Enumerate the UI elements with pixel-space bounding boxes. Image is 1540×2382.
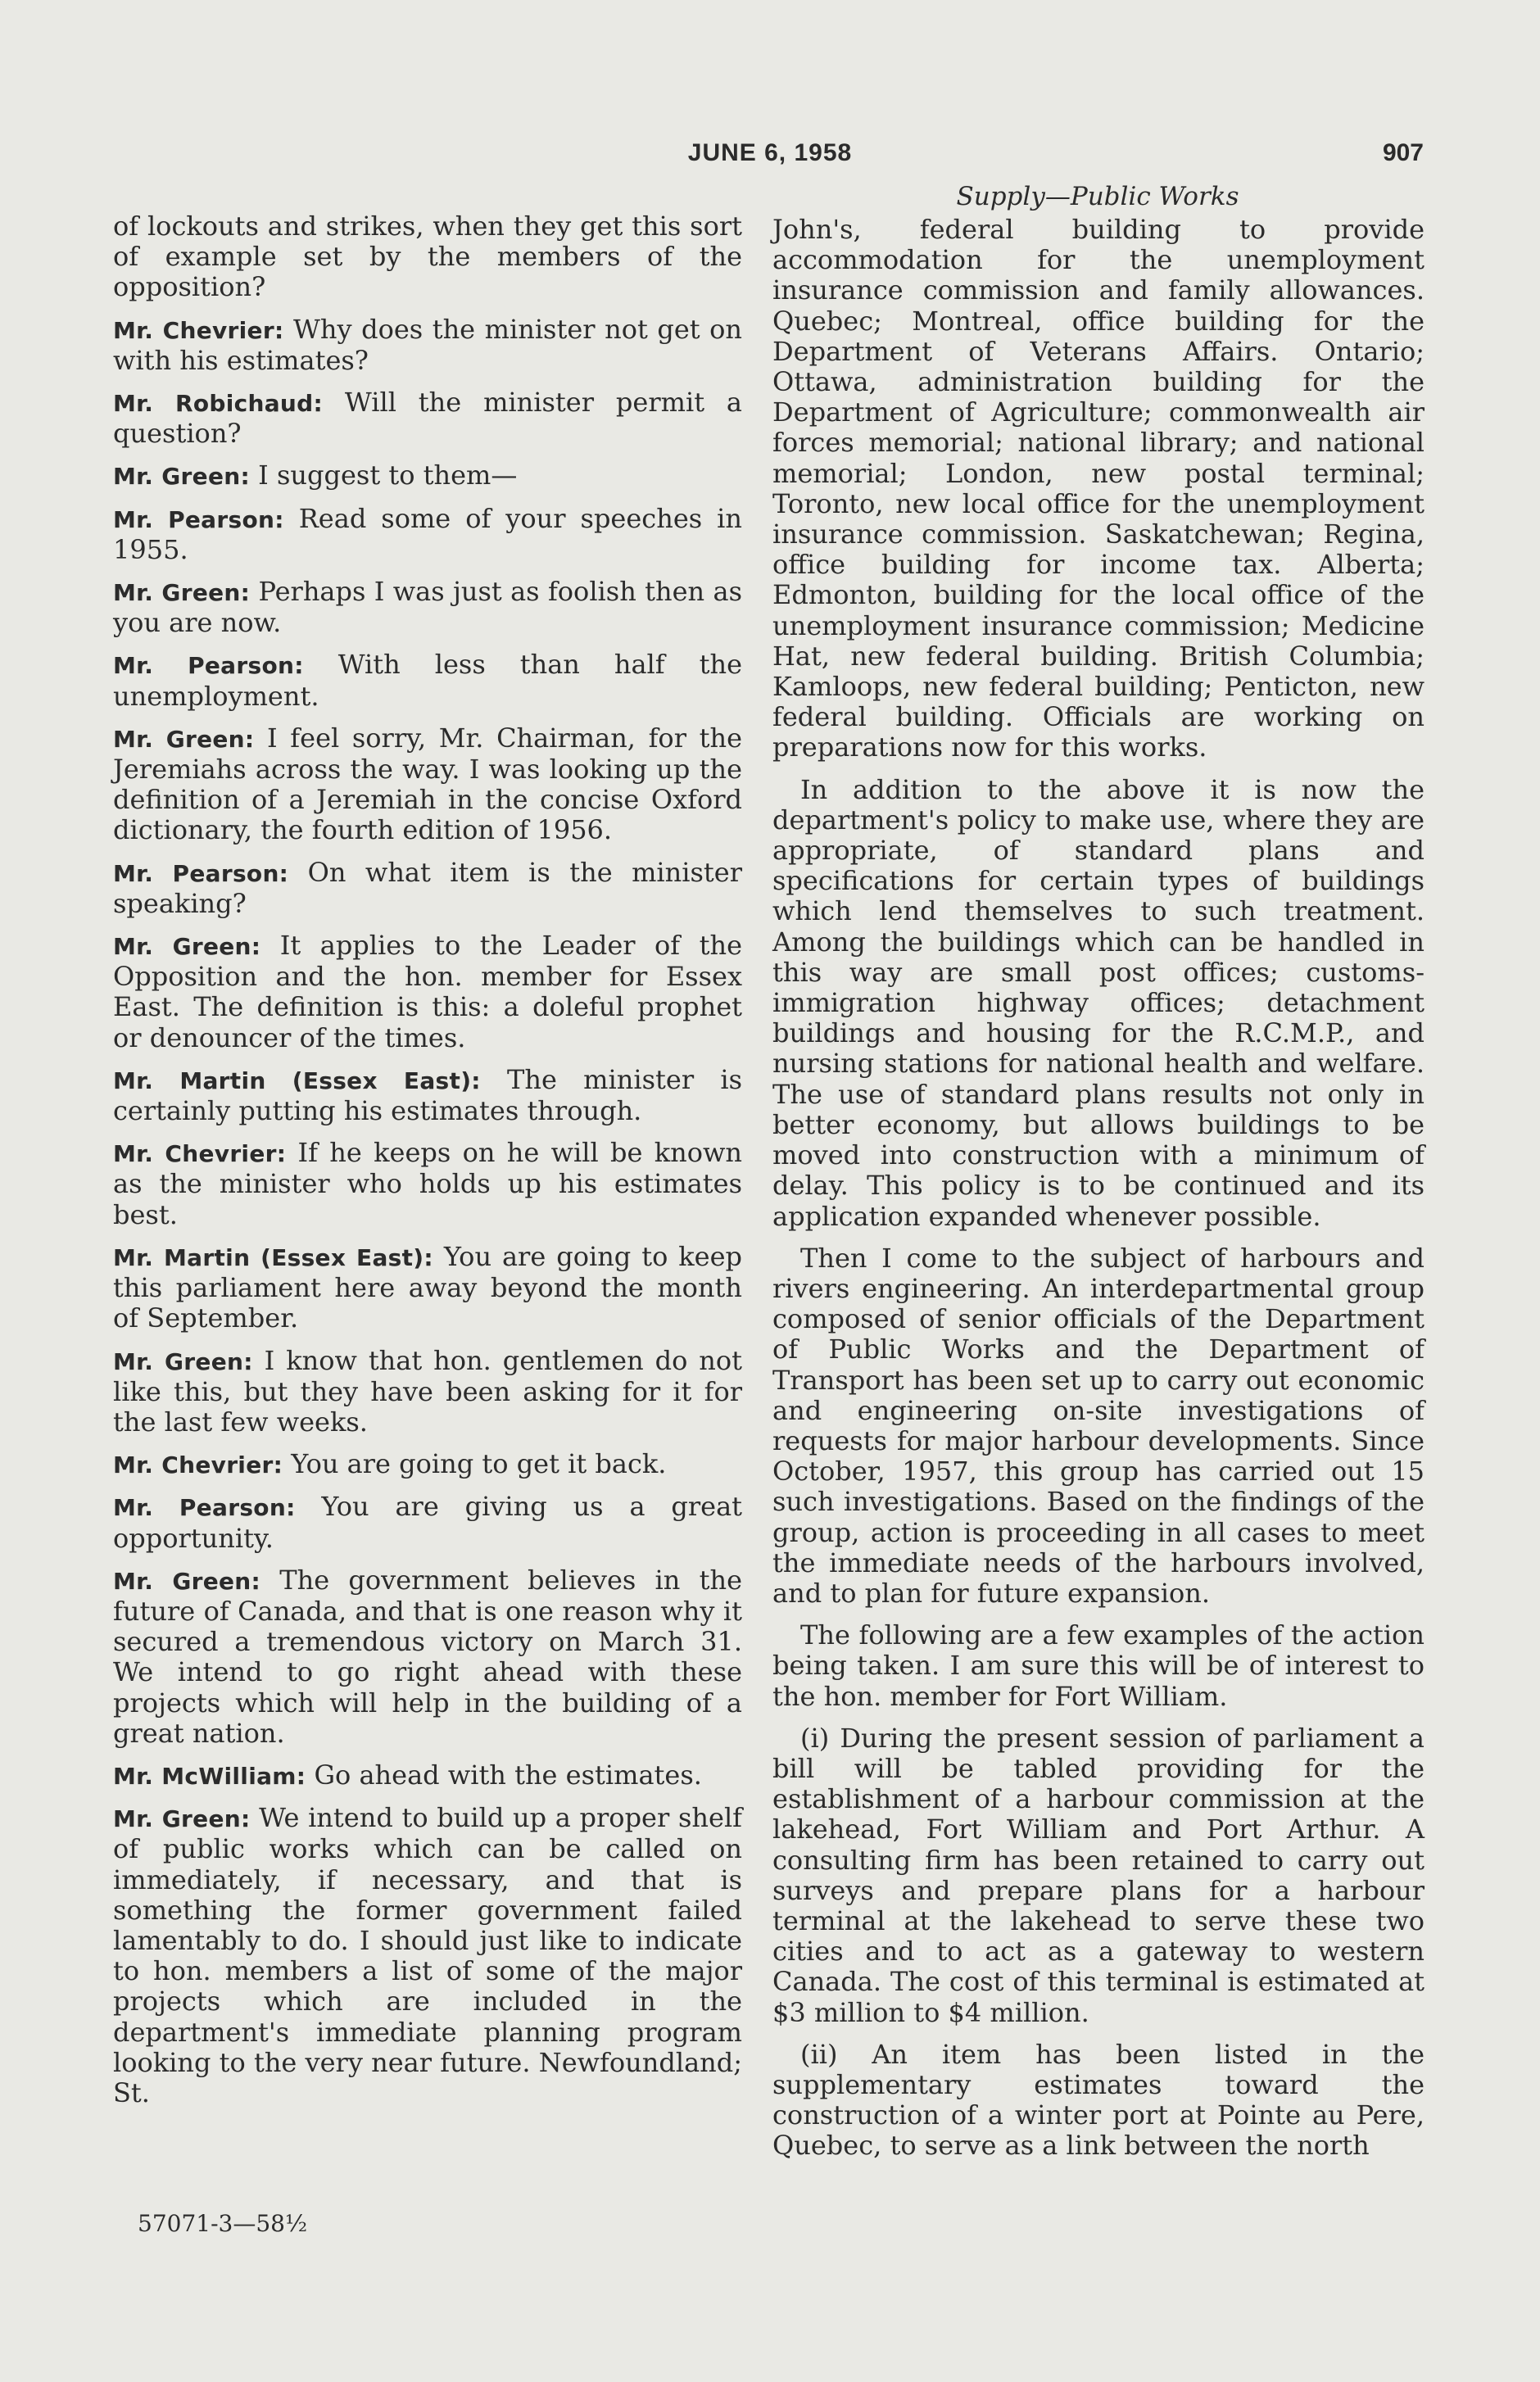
speech-paragraph — [113, 723, 742, 846]
right-column — [772, 215, 1424, 2173]
speaker-name: Mr. Martin (Essex East): — [113, 1243, 433, 1271]
speech-paragraph — [113, 650, 742, 711]
speech-text: Read some of your speeches in 1955. — [113, 502, 743, 565]
speaker-name: Mr. Chevrier: — [113, 316, 284, 344]
speech-text: The minister is certainly putting his estimates through. — [113, 1063, 742, 1127]
speech-paragraph — [113, 460, 742, 491]
speech-paragraph — [113, 315, 742, 376]
speaker-name: Mr. McWilliam: — [113, 1762, 306, 1790]
body-paragraph: John's, federal building to provide accommodation for the unemployment insurance commission and family allowances. Quebec; Montreal, office building for the Department of Veterans Affairs. Ontario; Ottawa, administration building for the Department of Agriculture; commonwealth air forces memorial; national library; and national memorial; London, new postal terminal; Toronto, new local office for the unemployment insurance commission. Saskatchewan; Regina, office building for income tax. Alberta; Edmonton, building for the local office of the unemployment insurance commission; Medicine Hat, new federal building. British Columbia; Kamloops, new federal building; Penticton, new federal building. Officials are working on preparations now for this works. — [772, 214, 1424, 763]
speaker-name: Mr. Pearson: — [113, 505, 284, 533]
speech-paragraph — [113, 387, 742, 449]
speech-paragraph — [113, 1346, 742, 1438]
speech-text: Why does the minister not get on with his estimates? — [113, 313, 743, 376]
speech-paragraph — [113, 1803, 742, 2108]
body-paragraph: (i) During the present session of parliament a bill will be tabled providing for the establishment of a harbour commission at the lakehead, Fort William and Port Arthur. A consulting firm has been retained to carry out surveys and prepare plans for a harbour terminal at the lakehead to serve these two cities and to act as a gateway to western Canada. The cost of this terminal is estimated at $3 million to $4 million. — [772, 1722, 1424, 2028]
speech-text: Go ahead with the estimates. — [314, 1759, 702, 1791]
speech-paragraph — [113, 1065, 742, 1126]
body-paragraph: In addition to the above it is now the department's policy to make use, where they are appropriate, of standard plans and specifications for certain types of buildings which lend themselves to such treatment. Among the buildings which can be handled in this way are small post offices; customs-immigration highway offices; detachment buildings and housing for the R.C.M.P., and nursing stations for national health and welfare. The use of standard plans results not only in better economy, but allows buildings to be moved into construction with a minimum of delay. This policy is to be continued and its application expanded whenever possible. — [772, 773, 1424, 1232]
speaker-name: Mr. Green: — [113, 933, 261, 961]
speaker-name: Mr. Green: — [113, 1567, 261, 1595]
body-paragraph: Then I come to the subject of harbours and rivers engineering. An interdepartmental group composed of senior officials of the Department of Public Works and the Department of Transport has been set up to carry out economic and engineering on-site investigations of requests for major harbour developments. Since October, 1957, this group has carried out 15 such investigations. Based on the findings of the group, action is proceeding in all cases to meet the immediate needs of the harbours involved, and to plan for future expansion. — [772, 1242, 1424, 1609]
speech-text: We intend to build up a proper shelf of public works which can be called on immediately, if necessary, and that is something the former government failed lamentably to do. I should just like to indicate to hon. members a list of some of the major projects which are included in the department's immediate planning program looking to the very near future. Newfoundland; St. — [113, 1802, 743, 2108]
speech-text: You are going to get it back. — [291, 1448, 667, 1480]
speaker-name: Mr. Green: — [113, 725, 255, 753]
speech-text: You are giving us a great opportunity. — [113, 1491, 743, 1554]
page-number: 907 — [1382, 139, 1424, 166]
speech-paragraph — [113, 1492, 742, 1553]
speech-paragraph — [113, 858, 742, 919]
speech-paragraph — [113, 1565, 742, 1749]
speech-text: It applies to the Leader of the Opposition and the hon. member for Essex East. The definition is this: a doleful prophet or denouncer of the times. — [113, 930, 743, 1053]
speech-paragraph — [113, 1242, 742, 1334]
speech-text: You are going to keep this parliament here away beyond the month of September. — [113, 1240, 743, 1334]
speaker-name: Mr. Green: — [113, 1805, 251, 1833]
speech-text: Will the minister permit a question? — [113, 387, 742, 450]
speaker-name: Mr. Chevrier: — [113, 1140, 287, 1168]
speech-text: I know that hon. gentlemen do not like this, but they have been asking for it for the last few weeks. — [113, 1344, 743, 1438]
speech-paragraph — [113, 211, 742, 303]
speech-text: If he keeps on he will be known as the minister who holds up his estimates best. — [113, 1137, 742, 1230]
speaker-name: Mr. Pearson: — [113, 859, 289, 887]
speech-text: of lockouts and strikes, when they get this sort of example set by the members of the opposition? — [113, 211, 742, 303]
speaker-name: Mr. Martin (Essex East): — [113, 1066, 481, 1094]
speech-text: I feel sorry, Mr. Chairman, for the Jeremiahs across the way. I was looking up the definition of a Jeremiah in the concise Oxford dictionary, the fourth edition of 1956. — [113, 722, 743, 846]
speech-text: Perhaps I was just as foolish then as you are now. — [113, 576, 743, 639]
running-head: Supply—Public Works — [956, 182, 1239, 211]
speech-paragraph — [113, 577, 742, 638]
speech-text: With less than half the unemployment. — [113, 649, 743, 712]
speaker-name: Mr. Green: — [113, 463, 250, 491]
speech-text: The government believes in the future of Canada, and that is one reason why it secured a tremendous victory on March 31. We intend to go right ahead with these projects which will help in the building of a great nation. — [113, 1564, 743, 1749]
footer-code: 57071-3—58½ — [138, 2210, 308, 2237]
speech-paragraph — [113, 1760, 742, 1791]
body-paragraph: The following are a few examples of the action being taken. I am sure this will be of interest to the hon. member for Fort William. — [772, 1619, 1424, 1712]
body-paragraph: (ii) An item has been listed in the supplementary estimates toward the construction of a winter port at Pointe au Pere, Quebec, to serve as a link between the north — [772, 2038, 1424, 2162]
speaker-name: Mr. Robichaud: — [113, 390, 324, 418]
speaker-name: Mr. Green: — [113, 1347, 253, 1375]
speaker-name: Mr. Green: — [113, 579, 251, 607]
speaker-name: Mr. Pearson: — [113, 652, 304, 680]
page-date: JUNE 6, 1958 — [687, 139, 853, 166]
speech-paragraph — [113, 1138, 742, 1230]
speaker-name: Mr. Pearson: — [113, 1494, 296, 1522]
left-column — [113, 211, 742, 2120]
speech-paragraph — [113, 931, 742, 1053]
speech-paragraph — [113, 1449, 742, 1480]
speech-text: On what item is the minister speaking? — [113, 856, 743, 919]
speech-text: I suggest to them— — [258, 460, 518, 491]
speech-paragraph — [113, 504, 742, 565]
speaker-name: Mr. Chevrier: — [113, 1451, 283, 1479]
